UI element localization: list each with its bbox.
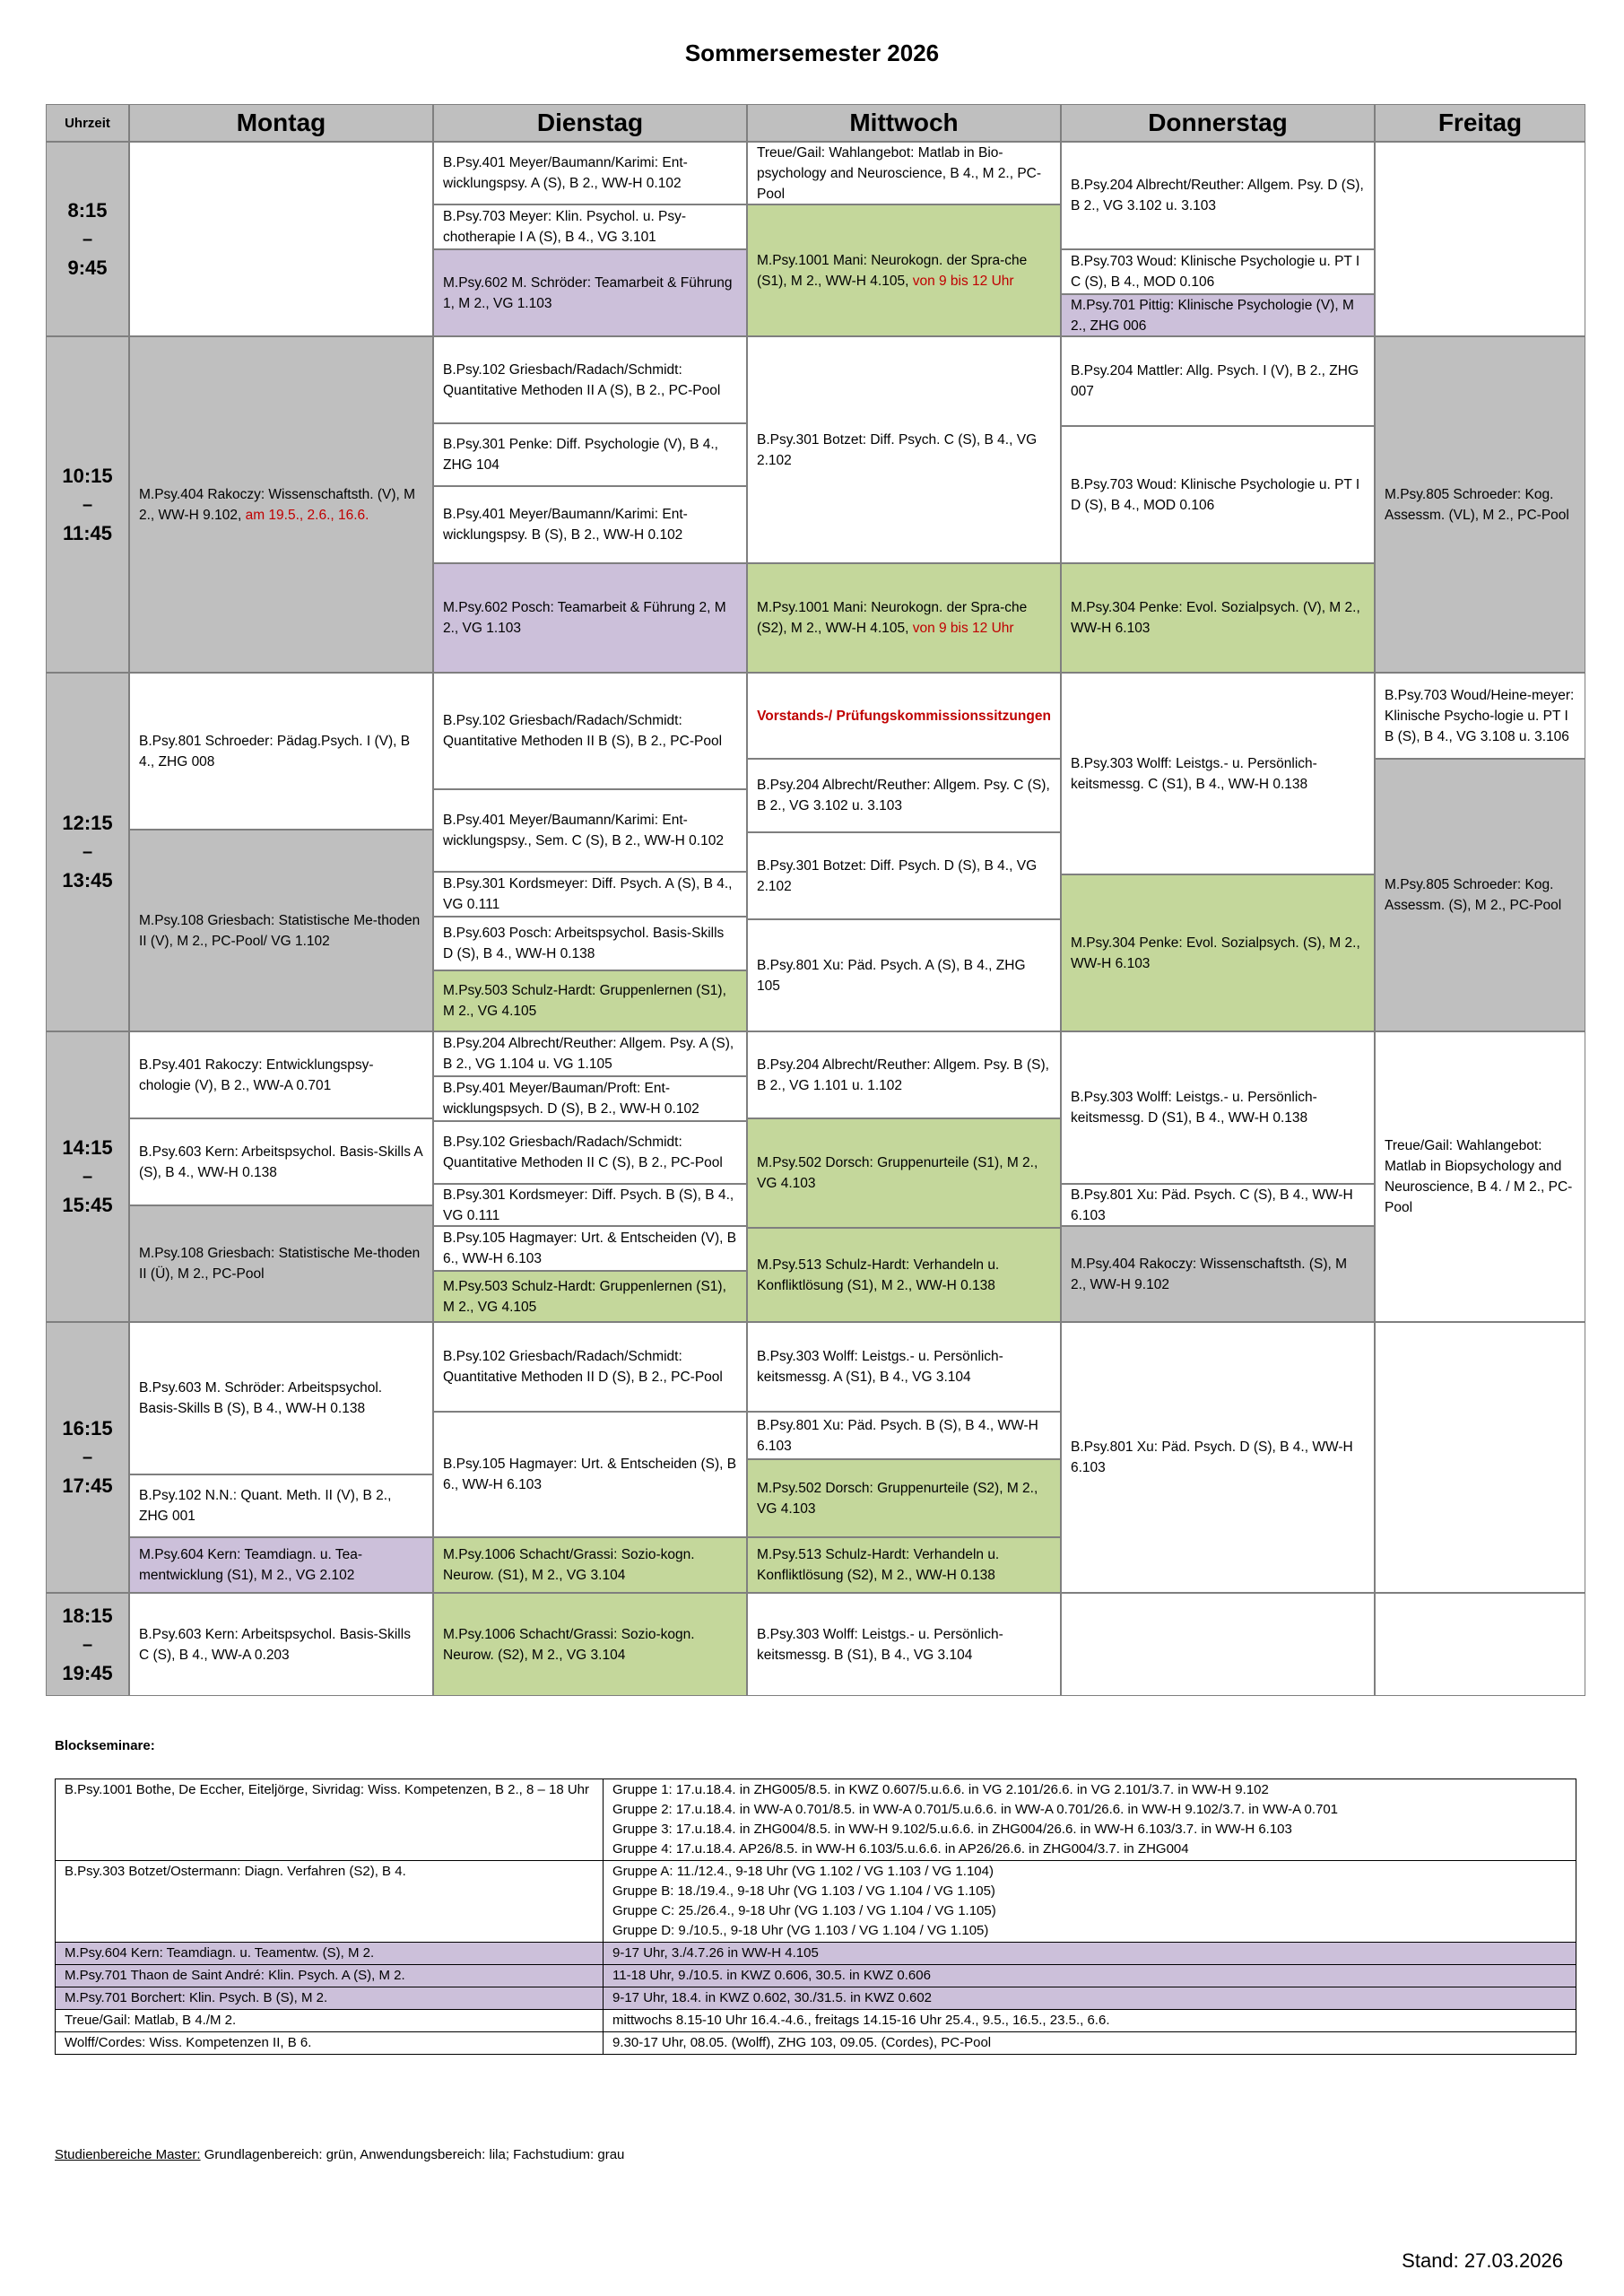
course-cell: B.Psy.105 Hagmayer: Urt. & Entscheiden (V), B 6., WW-H 6.103 [433,1226,747,1271]
slot-dash: – [82,1448,93,1467]
table-row [56,1943,1576,1965]
table-row [56,1779,1576,1861]
course-cell: M.Psy.108 Griesbach: Statistische Me-thoden II (V), M 2., PC-Pool/ VG 1.102 [129,830,433,1031]
table-row [56,1965,1576,1987]
course-cell: M.Psy.503 Schulz-Hardt: Gruppenlernen (S1), M 2., VG 4.105 [433,970,747,1031]
course-cell: B.Psy.401 Meyer/Bauman/Proft: Ent-wicklungspsych. D (S), B 2., WW-H 0.102 [433,1076,747,1121]
course-text: M.Psy.1001 Mani: Neurokogn. der Spra-che (S1), M 2., WW-H 4.105, [757,252,1028,289]
course-cell: B.Psy.401 Meyer/Baumann/Karimi: Ent-wicklungspsy., Sem. C (S), B 2., WW-H 0.102 [433,789,747,872]
course-cell [129,336,433,673]
course-cell: M.Psy.1006 Schacht/Grassi: Sozio-kogn. Neurow. (S2), M 2., VG 3.104 [433,1593,747,1696]
course-cell: B.Psy.703 Woud/Heine-meyer: Klinische Psycho-logie u. PT I B (S), B 4., VG 3.108 u. 3.106 [1375,673,1585,759]
slot-end: 15:45 [62,1194,113,1216]
legend-text: Grundlagenbereich: grün, Anwendungsbereich: lila; Fachstudium: grau [204,2147,625,2162]
course-cell: M.Psy.503 Schulz-Hardt: Gruppenlernen (S1), M 2., VG 4.105 [433,1271,747,1322]
course-cell: B.Psy.301 Kordsmeyer: Diff. Psych. A (S), B 4., VG 0.111 [433,872,747,917]
course-cell: B.Psy.401 Rakoczy: Entwicklungspsy-chologie (V), B 2., WW-A 0.701 [129,1031,433,1118]
slot-start: 12:15 [62,812,113,834]
block-course: M.Psy.701 Borchert: Klin. Psych. B (S), M 2. [56,1987,604,2010]
course-cell: B.Psy.303 Wolff: Leistgs.- u. Persönlich-keitsmessg. B (S1), B 4., VG 3.104 [747,1593,1061,1696]
slot-dash: – [82,494,93,515]
course-cell: B.Psy.303 Wolff: Leistgs.- u. Persönlich-keitsmessg. D (S1), B 4., WW-H 0.138 [1061,1031,1375,1184]
time-slot [46,142,129,336]
course-cell: B.Psy.801 Xu: Päd. Psych. D (S), B 4., WW-H 6.103 [1061,1322,1375,1593]
course-cell: M.Psy.1006 Schacht/Grassi: Sozio-kogn. Neurow. (S1), M 2., VG 3.104 [433,1537,747,1593]
detail-line: Gruppe D: 9./10.5., 9-18 Uhr (VG 1.103 / VG 1.104 / VG 1.105) [612,1923,989,1938]
course-cell: B.Psy.105 Hagmayer: Urt. & Entscheiden (S), B 6., WW-H 6.103 [433,1412,747,1537]
course-cell: B.Psy.204 Mattler: Allg. Psych. I (V), B 2., ZHG 007 [1061,336,1375,426]
course-cell: M.Psy.513 Schulz-Hardt: Verhandeln u. Konfliktlösung (S1), M 2., WW-H 0.138 [747,1228,1061,1322]
slot-end: 19:45 [62,1661,113,1684]
course-cell: M.Psy.502 Dorsch: Gruppenurteile (S1), M 2., VG 4.103 [747,1118,1061,1228]
course-cell: M.Psy.404 Rakoczy: Wissenschaftsth. (S), M 2., WW-H 9.102 [1061,1226,1375,1322]
course-cell: B.Psy.204 Albrecht/Reuther: Allgem. Psy. A (S), B 2., VG 1.104 u. VG 1.105 [433,1031,747,1076]
course-cell: M.Psy.108 Griesbach: Statistische Me-thoden II (Ü), M 2., PC-Pool [129,1205,433,1322]
course-cell: B.Psy.401 Meyer/Baumann/Karimi: Ent-wicklungspsy. B (S), B 2., WW-H 0.102 [433,486,747,563]
course-cell: B.Psy.102 Griesbach/Radach/Schmidt: Quantitative Methoden II A (S), B 2., PC-Pool [433,336,747,423]
blockseminare-table [55,1779,1576,2055]
course-cell: B.Psy.703 Woud: Klinische Psychologie u. PT I D (S), B 4., MOD 0.106 [1061,426,1375,563]
empty-cell [129,142,433,336]
slot-dash: – [82,229,93,249]
slot-start: 10:15 [62,464,113,487]
legend-label: Studienbereiche Master: [55,2147,201,2162]
course-cell: B.Psy.801 Schroeder: Pädag.Psych. I (V), B 4., ZHG 008 [129,673,433,830]
course-cell: Treue/Gail: Wahlangebot: Matlab in Bio-psychology and Neuroscience, B 4., M 2., PC-Pool [747,142,1061,204]
slot-dash: – [82,842,93,862]
block-course: B.Psy.1001 Bothe, De Eccher, Eiteljörge, Sivridag: Wiss. Kompetenzen, B 2., 8 – 18 Uhr [56,1779,604,1861]
time-slot [46,1031,129,1322]
block-details: 11-18 Uhr, 9./10.5. in KWZ 0.606, 30.5. in KWZ 0.606 [604,1965,1576,1987]
detail-line: Gruppe B: 18./19.4., 9-18 Uhr (VG 1.103 / VG 1.104 / VG 1.105) [612,1883,995,1899]
course-cell: M.Psy.604 Kern: Teamdiagn. u. Tea-mentwicklung (S1), M 2., VG 2.102 [129,1537,433,1593]
stand-date: Stand: 27.03.2026 [1402,2249,1563,2272]
course-cell: B.Psy.301 Penke: Diff. Psychologie (V), B 4., ZHG 104 [433,423,747,486]
block-details: mittwochs 8.15-10 Uhr 16.4.-4.6., freitags 14.15-16 Uhr 25.4., 9.5., 16.5., 23.5., 6.6. [604,2010,1576,2032]
table-row [56,2010,1576,2032]
header-montag: Montag [129,104,433,142]
slot-dash: – [82,1167,93,1187]
course-cell: B.Psy.102 Griesbach/Radach/Schmidt: Quantitative Methoden II D (S), B 2., PC-Pool [433,1322,747,1412]
time-slot [46,673,129,1031]
course-cell: M.Psy.805 Schroeder: Kog. Assessm. (VL), M 2., PC-Pool [1375,336,1585,673]
course-cell: B.Psy.303 Wolff: Leistgs.- u. Persönlich-keitsmessg. C (S1), B 4., WW-H 0.138 [1061,673,1375,874]
course-cell: Treue/Gail: Wahlangebot: Matlab in Biopsychology and Neuroscience, B 4. / M 2., PC-Pool [1375,1031,1585,1322]
course-cell: B.Psy.703 Meyer: Klin. Psychol. u. Psy-chotherapie I A (S), B 4., VG 3.101 [433,204,747,249]
legend [55,2147,624,2162]
course-cell: B.Psy.603 Kern: Arbeitspsychol. Basis-Skills C (S), B 4., WW-A 0.203 [129,1593,433,1696]
course-cell: B.Psy.801 Xu: Päd. Psych. A (S), B 4., ZHG 105 [747,919,1061,1031]
time-slot [46,1593,129,1696]
block-course: Wolff/Cordes: Wiss. Kompetenzen II, B 6. [56,2032,604,2055]
course-cell: M.Psy.513 Schulz-Hardt: Verhandeln u. Konfliktlösung (S2), M 2., WW-H 0.138 [747,1537,1061,1593]
course-cell: B.Psy.204 Albrecht/Reuther: Allgem. Psy. D (S), B 2., VG 3.102 u. 3.103 [1061,142,1375,249]
course-cell: B.Psy.801 Xu: Päd. Psych. C (S), B 4., WW-H 6.103 [1061,1184,1375,1226]
time-slot [46,336,129,673]
block-course: B.Psy.303 Botzet/Ostermann: Diagn. Verfahren (S2), B 4. [56,1861,604,1943]
slot-end: 11:45 [62,521,113,544]
course-cell: B.Psy.603 Posch: Arbeitspsychol. Basis-Skills D (S), B 4., WW-H 0.138 [433,917,747,970]
course-cell: B.Psy.801 Xu: Päd. Psych. B (S), B 4., WW-H 6.103 [747,1412,1061,1459]
detail-line: Gruppe 3: 17.u.18.4. in ZHG004/8.5. in WW-H 9.102/5.u.6.6. in ZHG004/26.6. in WW-H 6.103/3.7. in WW-H 6.103 [612,1822,1292,1837]
empty-cell [1375,1322,1585,1593]
table-row [56,1861,1576,1943]
header-freitag: Freitag [1375,104,1585,142]
course-cell: M.Psy.304 Penke: Evol. Sozialpsych. (V), M 2., WW-H 6.103 [1061,563,1375,673]
time-slot [46,1322,129,1593]
table-row [56,2032,1576,2055]
page-title: Sommersemester 2026 [684,39,940,66]
date-note: am 19.5., 2.6., 16.6. [245,507,369,523]
course-cell: M.Psy.602 M. Schröder: Teamarbeit & Führung 1, M 2., VG 1.103 [433,249,747,336]
block-details [604,1861,1576,1943]
course-cell: B.Psy.603 M. Schröder: Arbeitspsychol. Basis-Skills B (S), B 4., WW-H 0.138 [129,1322,433,1474]
detail-line: Gruppe 1: 17.u.18.4. in ZHG005/8.5. in KWZ 0.607/5.u.6.6. in VG 2.101/26.6. in VG 2.101/3.7. in WW-H 9.102 [612,1782,1269,1797]
block-course: M.Psy.701 Thaon de Saint André: Klin. Psych. A (S), M 2. [56,1965,604,1987]
course-cell: B.Psy.401 Meyer/Baumann/Karimi: Ent-wicklungspsy. A (S), B 2., WW-H 0.102 [433,142,747,204]
slot-end: 17:45 [62,1474,113,1497]
slot-start: 8:15 [67,198,108,222]
block-course: Treue/Gail: Matlab, B 4./M 2. [56,2010,604,2032]
empty-cell [1375,1593,1585,1696]
meeting-cell [747,673,1061,759]
header-donnerstag: Donnerstag [1061,104,1375,142]
slot-end: 13:45 [62,869,113,891]
course-cell: B.Psy.301 Botzet: Diff. Psych. C (S), B 4., VG 2.102 [747,336,1061,563]
slot-start: 14:15 [62,1136,113,1159]
slot-start: 16:15 [62,1417,113,1439]
time-note: von 9 bis 12 Uhr [912,621,1014,636]
course-cell: M.Psy.602 Posch: Teamarbeit & Führung 2, M 2., VG 1.103 [433,563,747,673]
block-details: 9-17 Uhr, 3./4.7.26 in WW-H 4.105 [604,1943,1576,1965]
block-details: 9.30-17 Uhr, 08.05. (Wolff), ZHG 103, 09.05. (Cordes), PC-Pool [604,2032,1576,2055]
course-cell: B.Psy.102 Griesbach/Radach/Schmidt: Quantitative Methoden II C (S), B 2., PC-Pool [433,1121,747,1184]
course-cell: B.Psy.204 Albrecht/Reuther: Allgem. Psy. C (S), B 2., VG 3.102 u. 3.103 [747,759,1061,832]
course-cell: B.Psy.204 Albrecht/Reuther: Allgem. Psy. B (S), B 2., VG 1.101 u. 1.102 [747,1031,1061,1118]
time-note: von 9 bis 12 Uhr [912,273,1014,289]
course-cell: B.Psy.303 Wolff: Leistgs.- u. Persönlich-keitsmessg. A (S1), B 4., VG 3.104 [747,1322,1061,1412]
detail-line: Gruppe 2: 17.u.18.4. in WW-A 0.701/8.5. in WW-A 0.701/5.u.6.6. in WW-A 0.701/26.6. in WW-H 9.102/3.7. in WW-A 0.701 [612,1802,1339,1817]
course-cell: M.Psy.701 Pittig: Klinische Psychologie (V), M 2., ZHG 006 [1061,294,1375,336]
block-details [604,1779,1576,1861]
course-cell: M.Psy.502 Dorsch: Gruppenurteile (S2), M 2., VG 4.103 [747,1459,1061,1537]
slot-end: 9:45 [67,256,108,279]
header-dienstag: Dienstag [433,104,747,142]
course-cell [747,204,1061,336]
course-cell: B.Psy.301 Kordsmeyer: Diff. Psych. B (S), B 4., VG 0.111 [433,1184,747,1226]
course-text: M.Psy.404 Rakoczy: Wissenschaftsth. (V), M 2., WW-H 9.102, [139,486,416,523]
timetable [46,104,1585,1696]
slot-start: 18:15 [62,1604,113,1627]
empty-cell [1375,142,1585,336]
detail-line: Gruppe A: 11./12.4., 9-18 Uhr (VG 1.102 / VG 1.103 / VG 1.104) [612,1864,994,1879]
course-cell [747,563,1061,673]
detail-line: Gruppe 4: 17.u.18.4. AP26/8.5. in WW-H 6.103/5.u.6.6. in AP26/26.6. in ZHG004/3.7. in ZHG004 [612,1841,1189,1857]
meeting-text: Vorstands-/ Prüfungskommissionssitzungen [757,708,1051,724]
course-cell: B.Psy.102 Griesbach/Radach/Schmidt: Quantitative Methoden II B (S), B 2., PC-Pool [433,673,747,789]
course-cell: M.Psy.304 Penke: Evol. Sozialpsych. (S), M 2., WW-H 6.103 [1061,874,1375,1031]
table-row [56,1987,1576,2010]
course-cell: B.Psy.703 Woud: Klinische Psychologie u. PT I C (S), B 4., MOD 0.106 [1061,249,1375,294]
empty-cell [1061,1593,1375,1696]
course-cell: M.Psy.805 Schroeder: Kog. Assessm. (S), M 2., PC-Pool [1375,759,1585,1031]
course-cell: B.Psy.102 N.N.: Quant. Meth. II (V), B 2., ZHG 001 [129,1474,433,1537]
block-details: 9-17 Uhr, 18.4. in KWZ 0.602, 30./31.5. in KWZ 0.602 [604,1987,1576,2010]
blockseminare-heading: Blockseminare: [55,1738,155,1753]
detail-line: Gruppe C: 25./26.4., 9-18 Uhr (VG 1.103 / VG 1.104 / VG 1.105) [612,1903,996,1918]
course-cell: B.Psy.301 Botzet: Diff. Psych. D (S), B 4., VG 2.102 [747,832,1061,919]
course-cell: B.Psy.603 Kern: Arbeitspsychol. Basis-Skills A (S), B 4., WW-H 0.138 [129,1118,433,1205]
header-mittwoch: Mittwoch [747,104,1061,142]
course-text: M.Psy.1001 Mani: Neurokogn. der Spra-che (S2), M 2., WW-H 4.105, [757,600,1028,636]
header-time: Uhrzeit [46,104,129,142]
slot-dash: – [82,1634,93,1655]
block-course: M.Psy.604 Kern: Teamdiagn. u. Teamentw. (S), M 2. [56,1943,604,1965]
